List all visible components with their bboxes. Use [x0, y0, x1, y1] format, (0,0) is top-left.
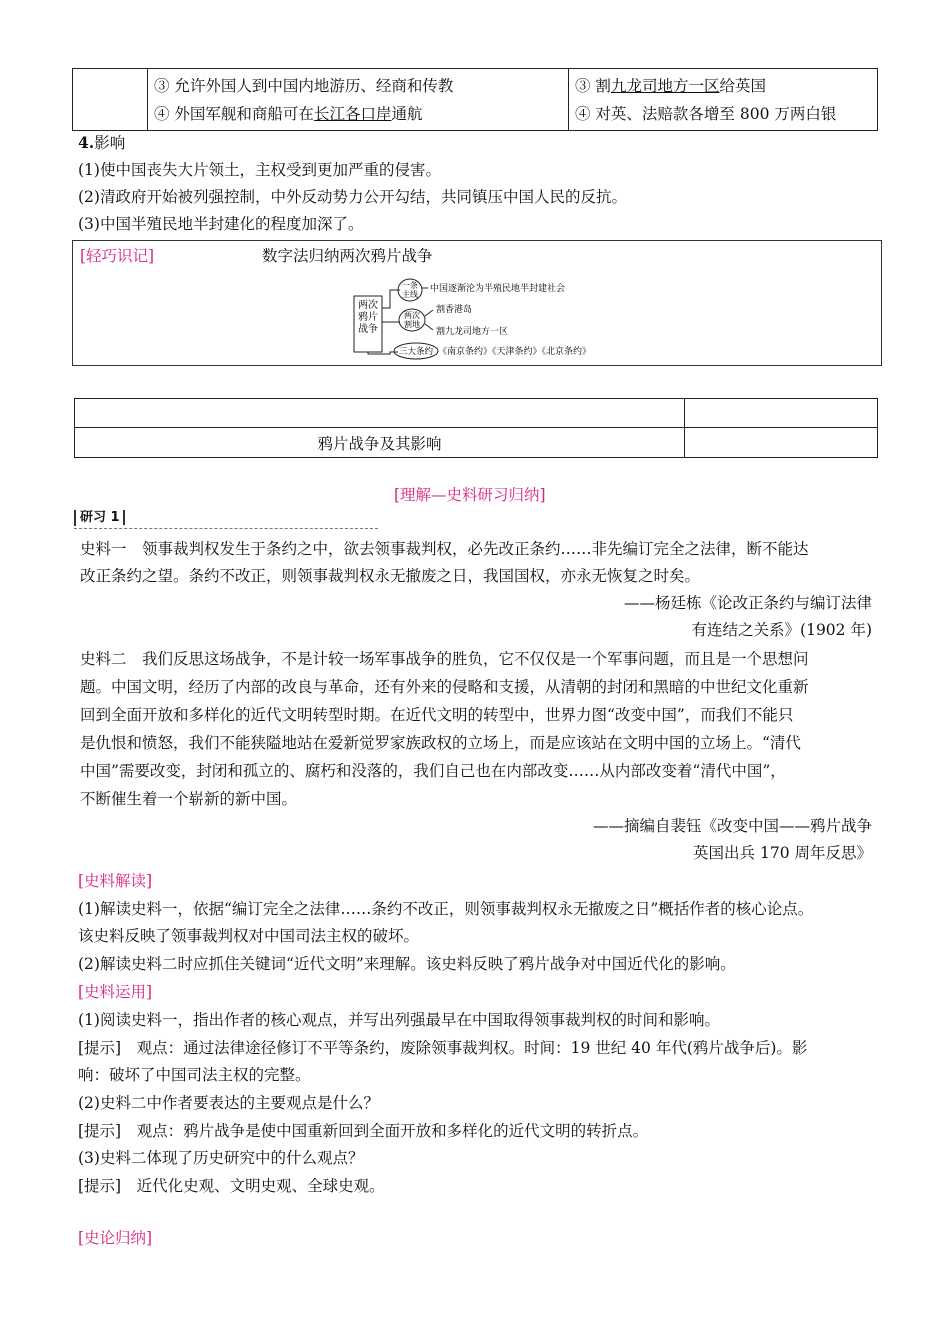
material2-line: 不断催生着一个崭新的新中国。 — [80, 790, 298, 808]
treaty-right-item: ④ 对英、法赔款各增至 800 万两白银 — [575, 104, 837, 123]
diagram-node2-line: 两次 — [404, 311, 420, 320]
treaty-right-cell — [569, 69, 878, 131]
diagram-arrow — [425, 324, 433, 330]
material2-line: 史料二 我们反思这场战争，不是计较一场军事战争的胜负，它不仅仅是一个军事问题，而且是一个思想问 — [80, 650, 809, 668]
material1-line: 改正条约之望。条约不改正，则领事裁判权永无撤废之日，我国国权，亦永无恢复之时矣。 — [80, 567, 701, 585]
section-table-cell — [685, 428, 878, 458]
diagram-root-line: 两次 — [358, 300, 378, 311]
material1-source: ——杨廷栋《论改正条约与编订法律 — [623, 594, 872, 612]
usage-line: 响：破坏了中国司法主权的完整。 — [78, 1066, 311, 1084]
diagram-node1-text: 中国逐渐沦为半殖民地半封建社会 — [430, 284, 566, 294]
diagram-node3-text: 《南京条约》《天津条约》《北京条约》 — [438, 347, 592, 357]
usage-line: (1)阅读史料一，指出作者的核心观点，并写出列强最早在中国取得领事裁判权的时间和影响。 — [78, 1011, 720, 1029]
diagram-root-line: 战争 — [358, 324, 378, 335]
treaty-table-blank-cell — [73, 69, 148, 131]
section-table-cell — [75, 399, 685, 428]
diagram-node1-line: 主线 — [402, 290, 418, 299]
memory-tag: [轻巧识记] — [80, 247, 155, 265]
treaty-left-item: ④ 外国军舰和商船可在长江各口岸通航 — [154, 104, 423, 123]
treaty-right-item: ③ 割九龙司地方一区给英国 — [575, 76, 766, 95]
diagram-node2-item: 割香港岛 — [436, 305, 473, 315]
usage-line: [提示] 近代化史观、文明史观、全球史观。 — [78, 1177, 385, 1195]
study-divider — [74, 528, 378, 529]
usage-line: (2)史料二中作者要表达的主要观点是什么？ — [78, 1094, 379, 1112]
conclusion-tag: [史论归纳] — [78, 1229, 153, 1247]
memory-title: 数字法归纳两次鸦片战争 — [262, 247, 433, 265]
material2-line: 回到全面开放和多样化的近代文明转型时期。在近代文明的转型中，世界力图“改变中国”，而我们不能只 — [80, 706, 794, 724]
impact-item: (2)清政府开始被列强控制，中外反动势力公开勾结，共同镇压中国人民的反抗。 — [78, 188, 627, 206]
impact-item: (3)中国半殖民地半封建化的程度加深了。 — [78, 215, 364, 233]
treaty-left-item: ③ 允许外国人到中国内地游历、经商和传教 — [154, 76, 454, 95]
impact-item: (1)使中国丧失大片领土，主权受到更加严重的侵害。 — [78, 161, 441, 179]
underlined-term: 长江各口岸 — [313, 104, 392, 123]
diagram-node2-item: 割九龙司地方一区 — [436, 327, 509, 337]
section-table — [74, 398, 878, 458]
diagram-root-line: 鸦片 — [358, 312, 378, 323]
reading-tag: [史料解读] — [78, 872, 153, 890]
treaty-left-cell — [148, 69, 569, 131]
diagram-connector — [382, 290, 400, 308]
material2-source: 英国出兵 170 周年反思》 — [693, 844, 872, 862]
impact-heading: 4.影响 — [78, 133, 126, 152]
understand-heading: [理解—史料研习归纳] — [394, 486, 546, 504]
reading-line: (2)解读史料二时应抓住关键词“近代文明”来理解。该史料反映了鸦片战争对中国近代化的影响。 — [78, 955, 736, 973]
opium-war-diagram — [340, 274, 610, 362]
treaty-table — [72, 68, 878, 131]
diagram-node1-line: 一条 — [402, 281, 418, 290]
material1-line: 史料一 领事裁判权发生于条约之中，欲去领事裁判权，必先改正条约……非先编订完全之法律，断不能达 — [80, 540, 809, 558]
material2-source: ——摘编自裴钰《改变中国——鸦片战争 — [592, 817, 872, 835]
section-title: 鸦片战争及其影响 — [317, 434, 442, 453]
section-title-cell — [75, 428, 685, 458]
study-label: 研习 1 — [74, 510, 125, 526]
material2-line: 题。中国文明，经历了内部的改良与革命，还有外来的侵略和支援，从清朝的封闭和黑暗的中世纪文化重新 — [80, 678, 809, 696]
material2-line: 是仇恨和愤怒，我们不能狭隘地站在爱新觉罗家族政权的立场上，而是应该站在文明中国的立场上。“清代 — [80, 734, 801, 752]
diagram-node3-label: 三大条约 — [398, 347, 434, 357]
material2-line: 中国”需要改变，封闭和孤立的、腐朽和没落的，我们自己也在内部改变……从内部改变着“清代中国”， — [80, 762, 786, 780]
diagram-arrow — [425, 310, 433, 316]
usage-line: [提示] 观点：鸦片战争是使中国重新回到全面开放和多样化的近代文明的转折点。 — [78, 1122, 649, 1140]
reading-line: (1)解读史料一，依据“编订完全之法律……条约不改正，则领事裁判权永无撤废之日”概括作者的核心论点。 — [78, 900, 814, 918]
section-table-cell — [685, 399, 878, 428]
underlined-term: 九龙司地方一区 — [610, 76, 720, 95]
diagram-node2-line: 割地 — [404, 320, 420, 329]
usage-tag: [史料运用] — [78, 983, 153, 1001]
reading-line: 该史料反映了领事裁判权对中国司法主权的破坏。 — [78, 927, 420, 945]
usage-line: [提示] 观点：通过法律途径修订不平等条约，废除领事裁判权。时间：19 世纪 40 年代(鸦片战争后)。影 — [78, 1039, 808, 1057]
material1-source: 有连结之关系》(1902 年) — [691, 621, 872, 639]
usage-line: (3)史料二体现了历史研究中的什么观点？ — [78, 1149, 364, 1167]
